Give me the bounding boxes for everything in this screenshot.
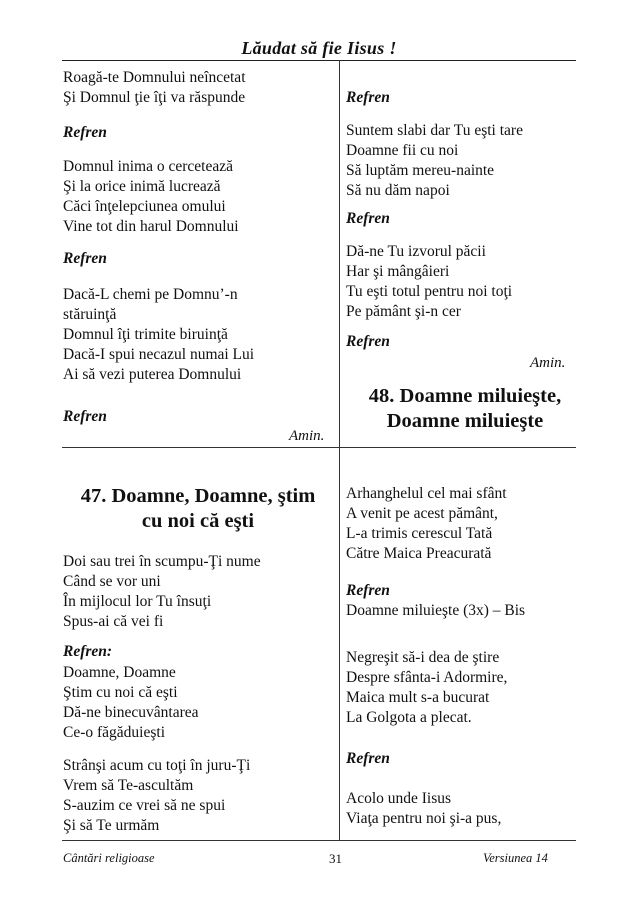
column-divider-bottom bbox=[339, 447, 340, 840]
verse-line: La Golgota a plecat. bbox=[346, 709, 472, 726]
refrain-label: Refren bbox=[63, 124, 107, 141]
verse-line: Viaţa pentru noi şi-a pus, bbox=[346, 810, 502, 827]
verse-line: Ai să vezi puterea Domnului bbox=[63, 366, 242, 383]
right-verse-2 bbox=[346, 242, 512, 322]
amin-label: Amin. bbox=[289, 428, 325, 444]
hymn-47-refrain bbox=[63, 663, 199, 743]
verse-line: Spus-ai că vei fi bbox=[63, 613, 164, 630]
page-number: 31 bbox=[329, 851, 342, 866]
title-line: Doamne miluieşte bbox=[386, 410, 544, 432]
refrain-label: Refren bbox=[346, 582, 390, 599]
verse-line: Doamne, Doamne bbox=[63, 664, 176, 681]
column-divider-top bbox=[339, 60, 340, 447]
verse-line: Domnul inima o cercetează bbox=[63, 158, 233, 175]
verse-line: Domnul îţi trimite biruinţă bbox=[63, 326, 228, 343]
verse-line: Căci înţelepciunea omului bbox=[63, 198, 226, 215]
verse-line: Tu eşti totul pentru noi toţi bbox=[346, 283, 513, 300]
hymn-48-refrain bbox=[346, 601, 525, 621]
verse-line: A venit pe acest pământ, bbox=[346, 505, 498, 522]
verse-line: Strânşi acum cu toţi în juru-Ţi bbox=[63, 757, 251, 774]
hymn-48-title bbox=[345, 384, 585, 434]
refrain-label: Refren bbox=[346, 750, 390, 767]
verse-line: Maica mult s-a bucurat bbox=[346, 689, 490, 706]
verse-line: Vine tot din harul Domnului bbox=[63, 218, 239, 235]
refrain-label: Refren bbox=[63, 250, 107, 267]
verse-line: L-a trimis cerescul Tată bbox=[346, 525, 493, 542]
verse-line: Doi sau trei în scumpu-Ţi nume bbox=[63, 553, 261, 570]
refrain-label: Refren bbox=[346, 210, 390, 227]
header-title: Lăudat să fie Iisus ! bbox=[241, 38, 397, 58]
title-line: 48. Doamne miluieşte, bbox=[368, 385, 562, 407]
verse-line: Vrem să Te-ascultăm bbox=[63, 777, 194, 794]
verse-line: Către Maica Preacurată bbox=[346, 545, 492, 562]
refrain-label: Refren bbox=[346, 89, 390, 106]
verse-line: Dă-ne Tu izvorul păcii bbox=[346, 243, 486, 260]
verse-line: Despre sfânta-i Adormire, bbox=[346, 669, 508, 686]
refrain-label: Refren: bbox=[63, 643, 113, 660]
verse-line: Roagă-te Domnului neîncetat bbox=[63, 69, 246, 86]
hymn-47-verse-1 bbox=[63, 552, 261, 632]
hymn-48-verse-2 bbox=[346, 648, 507, 728]
verse-line: Ce-o făgăduieşti bbox=[63, 724, 166, 741]
verse-line: Să nu dăm napoi bbox=[346, 182, 450, 199]
verse-line: stăruinţă bbox=[63, 306, 117, 323]
verse-line: Arhanghelul cel mai sfânt bbox=[346, 485, 507, 502]
refrain-label: Refren bbox=[63, 408, 107, 425]
verse-line: Pe pământ şi-n cer bbox=[346, 303, 461, 320]
right-verse-1 bbox=[346, 121, 523, 201]
verse-line: Şi la orice inimă lucrează bbox=[63, 178, 221, 195]
footer-version: Versiunea 14 bbox=[483, 851, 548, 865]
verse-line: Dacă-L chemi pe Domnu’-n bbox=[63, 286, 238, 303]
title-line: cu noi că eşti bbox=[141, 510, 255, 532]
hymn-47-verse-2 bbox=[63, 756, 250, 836]
footer-rule bbox=[62, 840, 576, 841]
section-divider bbox=[62, 447, 576, 448]
verse-line: Negreşit să-i dea de ştire bbox=[346, 649, 500, 666]
title-line: 47. Doamne, Doamne, ştim bbox=[80, 485, 316, 507]
hymn-47-title bbox=[63, 484, 333, 534]
verse-line: Să luptăm mereu-nainte bbox=[346, 162, 495, 179]
verse-line: Doamne miluieşte (3x) – Bis bbox=[346, 602, 526, 619]
verse-line: Şi Domnul ţie îţi va răspunde bbox=[63, 89, 246, 106]
left-verse-2 bbox=[63, 157, 239, 237]
hymn-48-verse-1 bbox=[346, 484, 507, 564]
left-verse-3 bbox=[63, 285, 254, 385]
footer-book-title: Cântări religioase bbox=[63, 851, 155, 865]
verse-line: Dacă-I spui necazul numai Lui bbox=[63, 346, 255, 363]
verse-line: Când se vor uni bbox=[63, 573, 161, 590]
left-verse-1 bbox=[63, 68, 246, 108]
page-header bbox=[62, 36, 576, 61]
verse-line: Dă-ne binecuvântarea bbox=[63, 704, 199, 721]
hymn-48-verse-3 bbox=[346, 789, 501, 829]
verse-line: S-auzim ce vrei să ne spui bbox=[63, 797, 226, 814]
refrain-label: Refren bbox=[346, 333, 390, 350]
verse-line: Suntem slabi dar Tu eşti tare bbox=[346, 122, 523, 139]
verse-line: Doamne fii cu noi bbox=[346, 142, 459, 159]
verse-line: Acolo unde Iisus bbox=[346, 790, 452, 807]
verse-line: Şi să Te urmăm bbox=[63, 817, 160, 834]
amin-label: Amin. bbox=[530, 355, 566, 371]
verse-line: Har şi mângâieri bbox=[346, 263, 450, 280]
verse-line: În mijlocul lor Tu însuţi bbox=[63, 593, 212, 610]
verse-line: Ştim cu noi că eşti bbox=[63, 684, 178, 701]
